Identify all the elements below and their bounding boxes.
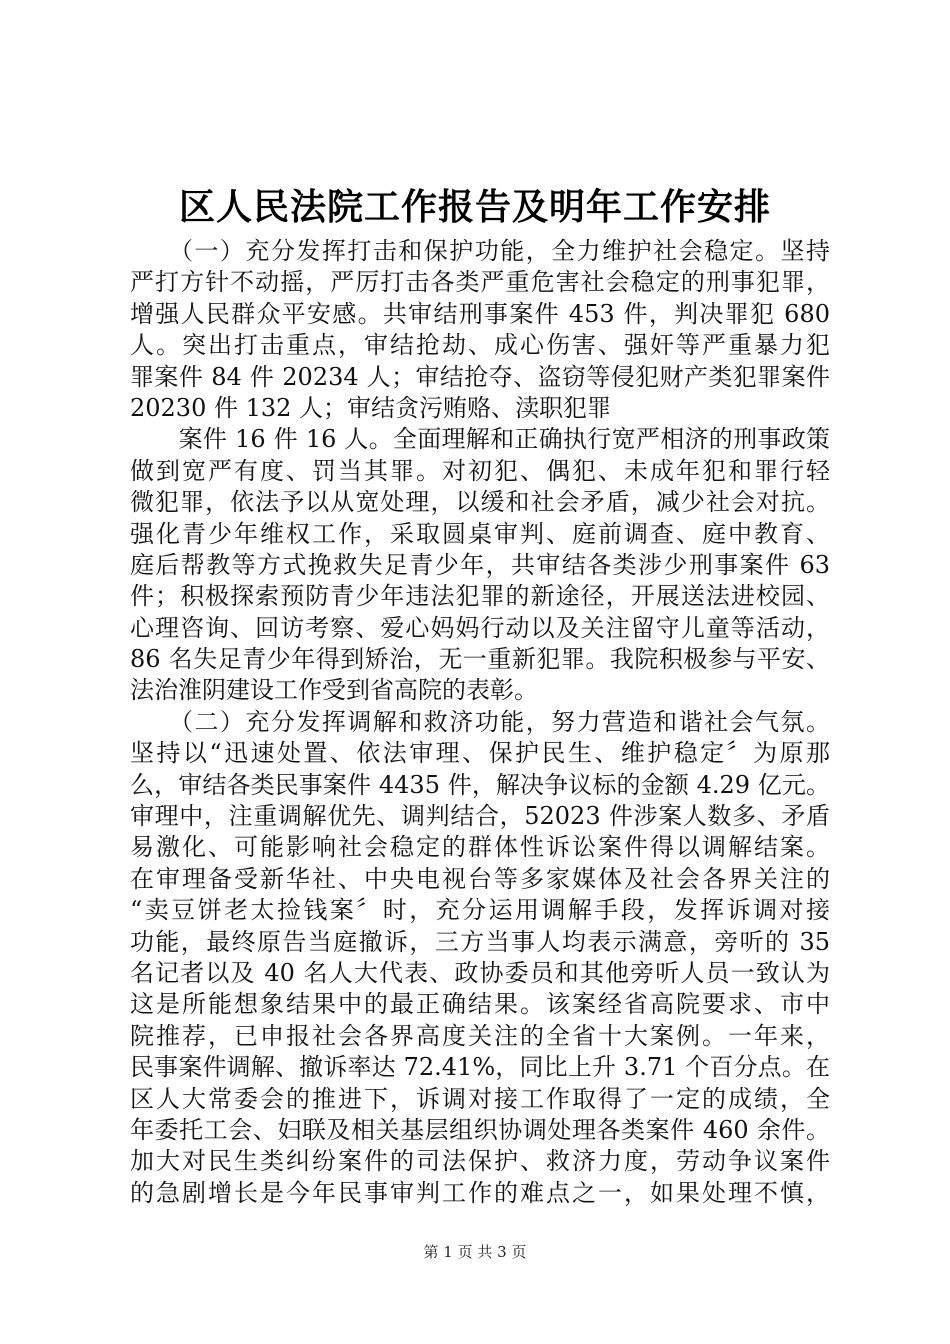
body-line: 么，审结各类民事案件 4435 件，解决争议标的金额 4.29 亿元。 [130, 770, 830, 799]
body-line: 件；积极探索预防青少年违法犯罪的新途径，开展送法进校园、 [130, 582, 830, 611]
body-line: 增强人民群众平安感。共审结刑事案件 453 件，判决罪犯 680 [130, 299, 830, 328]
body-line: 法治淮阴建设工作受到省高院的表彰。 [130, 676, 538, 705]
body-line: 民事案件调解、撤诉率达 72.41%，同比上升 3.71 个百分点。在 [130, 1053, 830, 1082]
body-line: （二）充分发挥调解和救济功能，努力营造和谐社会气氛。 [130, 707, 830, 736]
body-line: 人。突出打击重点，审结抢劫、成心伤害、强奸等严重暴力犯 [130, 331, 830, 360]
body-line: 严打方针不动摇，严厉打击各类严重危害社会稳定的刑事犯罪， [130, 268, 830, 297]
body-line: 年委托工会、妇联及相关基层组织协调处理各类案件 460 余件。 [130, 1115, 830, 1144]
body-line: 名记者以及 40 名人大代表、政协委员和其他旁听人员一致认为 [130, 958, 830, 987]
body-line: “卖豆饼老太捡钱案〞时，充分运用调解手段，发挥诉调对接 [130, 896, 830, 925]
page-footer: 第 1 页 共 3 页 [423, 1243, 527, 1261]
body-line: 20230 件 132 人；审结贪污贿赂、渎职犯罪 [130, 393, 612, 422]
body-line: （一）充分发挥打击和保护功能，全力维护社会稳定。坚持 [130, 237, 830, 265]
body-line: 强化青少年维权工作，采取圆桌审判、庭前调查、庭中教育、 [130, 519, 830, 548]
body-line: 罪案件 84 件 20234 人；审结抢夺、盗窃等侵犯财产类犯罪案件 [130, 362, 830, 391]
body-line: 审理中，注重调解优先、调判结合，52023 件涉案人数多、矛盾 [130, 802, 830, 831]
body-line: 坚持以“迅速处置、依法审理、保护民生、维护稳定〞为原那 [130, 739, 830, 768]
body-line: 院推荐，已申报社会各界高度关注的全省十大案例。一年来， [130, 1021, 830, 1050]
document-body [130, 236, 830, 1209]
body-line: 易激化、可能影响社会稳定的群体性诉讼案件得以调解结案。 [130, 833, 830, 862]
body-line: 心理咨询、回访考察、爱心妈妈行动以及关注留守儿童等活动， [130, 613, 830, 642]
body-line: 区人大常委会的推进下，诉调对接工作取得了一定的成绩，全 [130, 1084, 830, 1113]
body-line: 这是所能想象结果中的最正确结果。该案经省高院要求、市中 [130, 990, 830, 1019]
body-line: 的急剧增长是今年民事审判工作的难点之一，如果处理不慎， [130, 1178, 830, 1207]
document-title: 区人民法院工作报告及明年工作安排 [178, 187, 771, 228]
body-line: 做到宽严有度、罚当其罪。对初犯、偶犯、未成年犯和罪行轻 [130, 456, 830, 485]
body-line: 案件 16 件 16 人。全面理解和正确执行宽严相济的刑事政策 [130, 425, 830, 454]
body-line: 在审理备受新华社、中央电视台等多家媒体及社会各界关注的 [130, 864, 830, 893]
body-line: 功能，最终原告当庭撤诉，三方当事人均表示满意，旁听的 35 [130, 927, 830, 956]
body-line: 86 名失足青少年得到矫治，无一重新犯罪。我院积极参与平安、 [130, 645, 830, 674]
body-line: 微犯罪，依法予以从宽处理，以缓和社会矛盾，减少社会对抗。 [130, 488, 830, 517]
body-line: 加大对民生类纠纷案件的司法保护、救济力度，劳动争议案件 [130, 1147, 830, 1176]
body-line: 庭后帮教等方式挽救失足青少年，共审结各类涉少刑事案件 63 [130, 550, 830, 579]
